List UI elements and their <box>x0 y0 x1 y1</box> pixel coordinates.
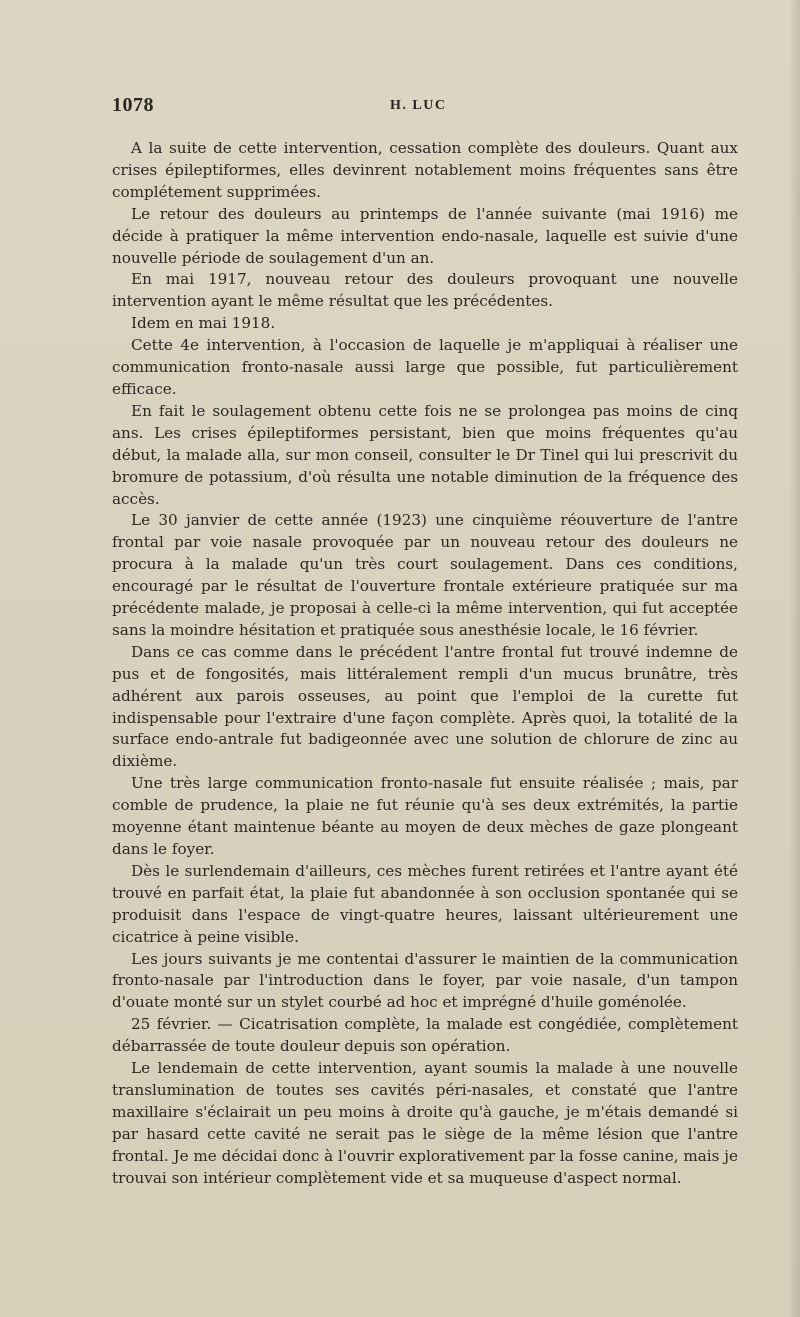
paragraph: En mai 1917, nouveau retour des douleurs provoquant une nouvelle intervention ayant le même résultat que les précédentes. <box>112 270 738 311</box>
paragraph: Dans ce cas comme dans le précédent l'antre frontal fut trouvé indemne de pus et de fongosités, mais littéralement rempli d'un mucus brunâtre, très adhérent aux parois osseuses, au point que l'emploi de la curette fut indispensable pour l'extraire d'une façon complète. Après quoi, la totalité de la surface endo-antrale fut badigeonnée avec une solution de chlorure de zinc au dixième. <box>112 642 738 771</box>
paragraph: Le 30 janvier de cette année (1923) une cinquième réouverture de l'antre frontal par voie nasale provoquée par un nouveau retour des douleurs ne procura à la malade qu'un très court soulagement. Dans ces conditions, encouragé par le résultat de l'ouverture frontale extérieure pratiquée sur ma précédente malade, je proposai à celle-ci la même intervention, qui fut acceptée sans la moindre hésitation et pratiquée sous anesthésie locale, le 16 février. <box>112 511 738 639</box>
paragraph: Une très large communication fronto-nasale fut ensuite réalisée ; mais, par comble de prudence, la plaie ne fut réunie qu'à ses deux extrémités, la partie moyenne étant maintenue béante au moyen de deux mèches de gaze plongeant dans le foyer. <box>112 774 738 858</box>
body-text <box>112 138 738 1190</box>
page-number: 1078 <box>112 94 154 116</box>
paragraph: Idem en mai 1918. <box>131 314 276 333</box>
running-head: H. LUC <box>390 98 447 113</box>
paragraph: Le retour des douleurs au printemps de l'année suivante (mai 1916) me décide à pratiquer la même intervention endo-nasale, laquelle est suivie d'une nouvelle période de soulagement d'un an. <box>112 204 738 267</box>
paragraph: Le lendemain de cette intervention, ayant soumis la malade à une nouvelle translumination de toutes ses cavités péri-nasales, et constaté que l'antre maxillaire s'éclairait un peu moins à droite qu'à gauche, je m'étais demandé si par hasard cette cavité ne serait pas le siège de la même lésion que l'antre frontal. Je me décidai donc à l'ouvrir explorativement par la fosse canine, mais je trouvai son intérieur complètement vide et sa muqueuse d'aspect normal. <box>112 1059 738 1187</box>
paragraph: Cette 4e intervention, à l'occasion de laquelle je m'appliquai à réaliser une communication fronto-nasale aussi large que possible, fut particulièrement efficace. <box>112 336 738 398</box>
paragraph: Dès le surlendemain d'ailleurs, ces mèches furent retirées et l'antre ayant été trouvé en parfait état, la plaie fut abandonnée à son occlusion spontanée qui se produisit dans l'espace de vingt-quatre heures, laissant ultérieurement une cicatrice à peine visible. <box>112 861 738 946</box>
paragraph: A la suite de cette intervention, cessation complète des douleurs. Quant aux crises épileptiformes, elles devinrent notablement moins fréquentes sans être complétement supprimées. <box>112 139 738 201</box>
page-header <box>112 94 738 122</box>
paragraph: Les jours suivants je me contentai d'assurer le maintien de la communication fronto-nasale par l'introduction dans le foyer, par voie nasale, d'un tampon d'ouate monté sur un stylet courbé ad hoc et imprégné d'huile goménolée. <box>112 949 738 1012</box>
paragraph: En fait le soulagement obtenu cette fois ne se prolongea pas moins de cinq ans. Les crises épileptiformes persistant, bien que moins fréquentes qu'au début, la malade alla, sur mon conseil, consulter le Dr Tinel qui lui prescrivit du bromure de potassium, d'où résulta une notable diminution de la fréquence des accès. <box>112 401 738 508</box>
paragraph: 25 février. — Cicatrisation complète, la malade est congédiée, complètement débarrassée de toute douleur depuis son opération. <box>112 1015 738 1056</box>
page-edge-shadow <box>788 0 800 1317</box>
